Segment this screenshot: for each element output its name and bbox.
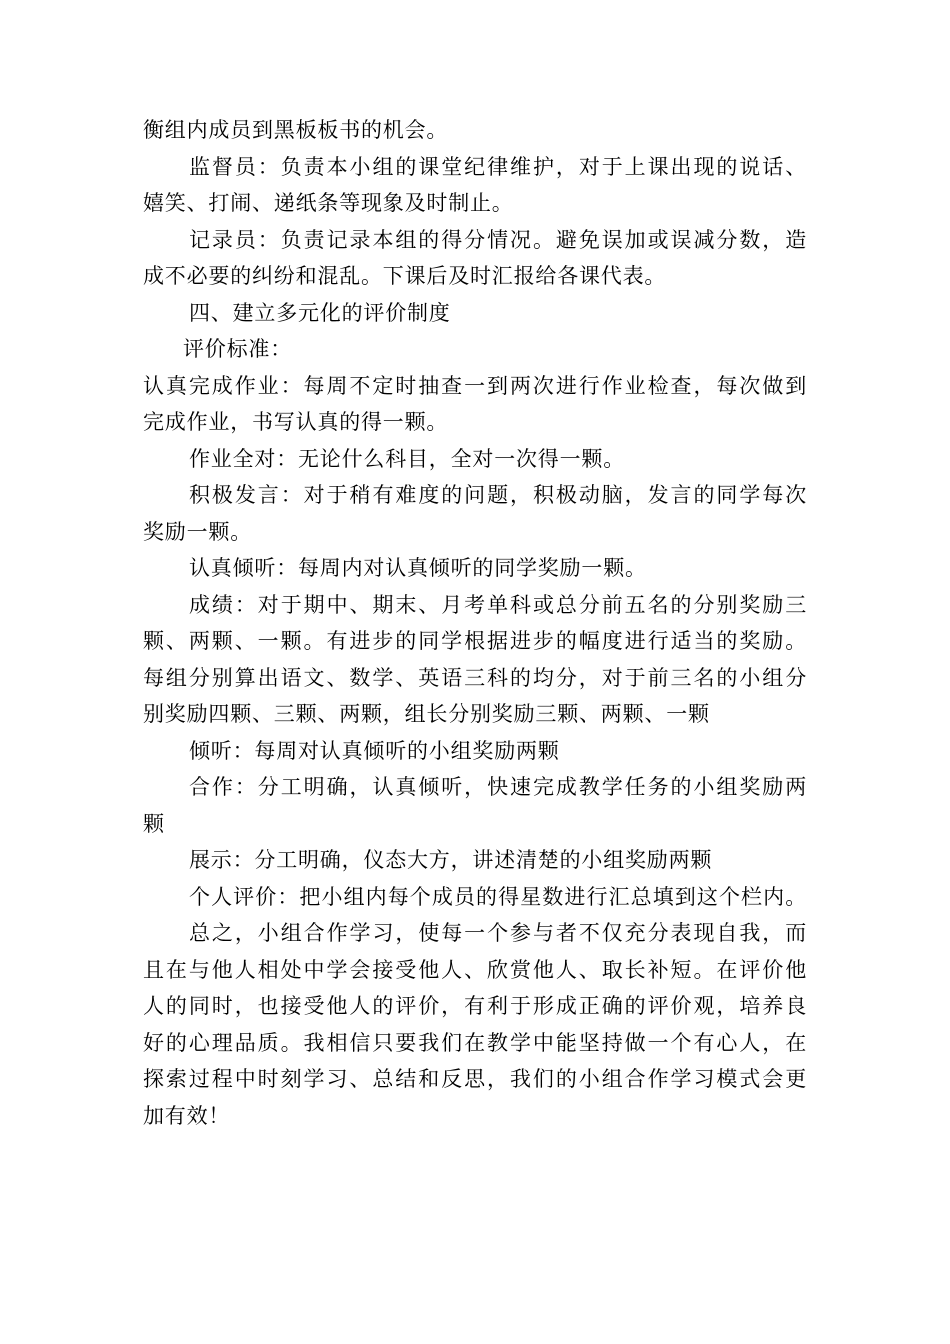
- text-line: 作业全对：无论什么科目，全对一次得一颗。: [189, 446, 625, 471]
- text-line: 记录员：负责记录本组的得分情况。避免误加或误减分数，造: [189, 227, 807, 252]
- text-line: 倾听：每周对认真倾听的小组奖励两颗: [189, 738, 560, 763]
- text-line: 积极发言：对于稍有难度的问题，积极动脑，发言的同学每次: [189, 483, 807, 507]
- text-line: 每组分别算出语文、数学、英语三科的均分，对于前三名的小组分: [143, 665, 807, 690]
- text-line: 颗、两颗、一颗。有进步的同学根据进步的幅度进行适当的奖励。: [143, 629, 807, 653]
- text-line: 合作：分工明确，认真倾听，快速完成教学任务的小组奖励两: [189, 775, 807, 799]
- text-line: 认真完成作业：每周不定时抽查一到两次进行作业检查，每次做到: [143, 373, 807, 398]
- text-line: 探索过程中时刻学习、总结和反思，我们的小组合作学习模式会更: [143, 1067, 807, 1091]
- text-line: 奖励一颗。: [143, 519, 252, 544]
- text-line: 成绩：对于期中、期末、月考单科或总分前五名的分别奖励三: [189, 592, 807, 617]
- document-body: [143, 112, 807, 1134]
- text-line: 展示：分工明确，仪态大方，讲述清楚的小组奖励两颗: [189, 848, 713, 872]
- text-line: 别奖励四颗、三颗、两颗，组长分别奖励三颗、两颗、一颗: [143, 702, 710, 726]
- section-heading: 四、建立多元化的评价制度: [189, 300, 451, 325]
- text-line: 完成作业，书写认真的得一颗。: [143, 410, 449, 434]
- text-line: 个人评价：把小组内每个成员的得星数进行汇总填到这个栏内。: [189, 884, 807, 909]
- text-line: 颗: [143, 811, 165, 836]
- text-line: 人的同时，也接受他人的评价，有利于形成正确的评价观，培养良: [143, 994, 807, 1018]
- text-line: 加有效！: [143, 1103, 231, 1128]
- text-line: 成不必要的纠纷和混乱。下课后及时汇报给各课代表。: [143, 264, 667, 288]
- text-line: 好的心理品质。我相信只要我们在教学中能坚持做一个有心人，在: [143, 1030, 807, 1055]
- subheading: 评价标准：: [183, 337, 292, 361]
- text-line: 衡组内成员到黑板板书的机会。: [143, 118, 449, 142]
- text-line: 嬉笑、打闹、递纸条等现象及时制止。: [143, 191, 514, 215]
- text-line: 且在与他人相处中学会接受他人、欣赏他人、取长补短。在评价他: [143, 957, 807, 982]
- text-line: 认真倾听：每周内对认真倾听的同学奖励一颗。: [189, 556, 647, 580]
- text-line: 总之，小组合作学习，使每一个参与者不仅充分表现自我，而: [189, 921, 807, 945]
- text-line: 监督员：负责本小组的课堂纪律维护，对于上课出现的说话、: [189, 154, 807, 179]
